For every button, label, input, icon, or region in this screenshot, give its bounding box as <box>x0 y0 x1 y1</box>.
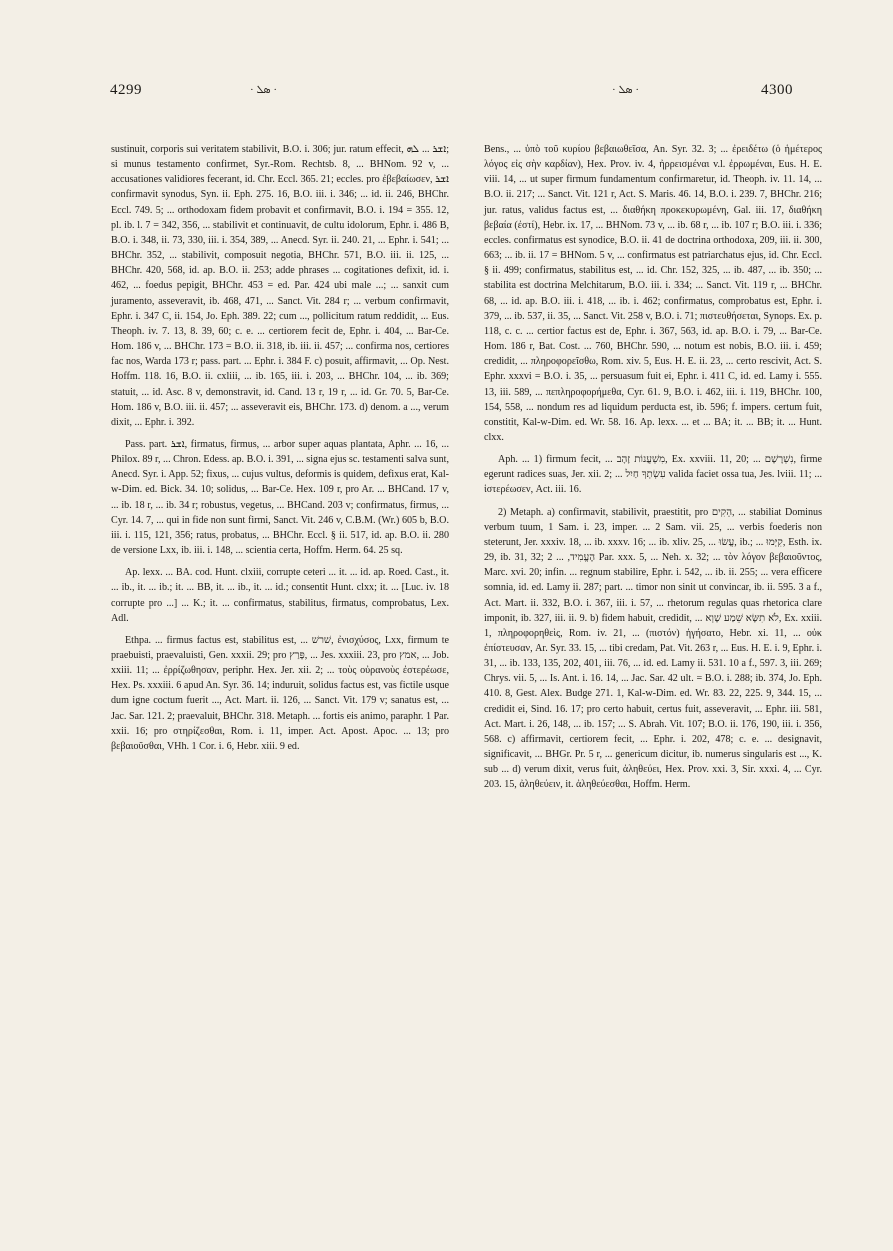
entry-paragraph: Pass. part. ܐܫܪ, firmatus, firmus, ... arbor super aquas plantata, Aphr. ... 16, ... Philox. 89 r, ... Chron. Edess. ap. B.O. i. 391, ... signa ejus sc. testamenti salva sunt, Anecd. Syr. i. App. 52; fixus, ... cujus vultus, deformis is quidem, defixus erat, Kal-w-Dim. ed. Bick. 34. 10; solidus, ... Bar-Ce. Hex. 109 r, pro Ar. ... BHCand. 17 v, ... ib. 18 r, ... ib. 34 r; robustus, vegetus, ... BHCand. 203 v; confirmatus, firmus, ... Cyr. 14. 7, ... qui in fide non sunt firmi, Sanct. Vit. 246 v, C.B.M. (Wr.) 605 b, B.O. iii. i. 115, 121, 356; ratus, probatus, ... BHChr. Eccl. § ii. 517, id. ap. B.O. ii. 280 de versione Lxx, ib. iii. i. 148, ... scientia certa, Hoffm. Herm. 64. 25 sq. <box>111 438 449 557</box>
page-header <box>0 82 893 112</box>
entry-paragraph: Ethpa. ... firmus factus est, stabilitus est, ... שׁרשׁ, ἐνισχύσος, Lxx, firmum te praebuisti, praevaluisti, Gen. xxxii. 29; pro פָּרַץ, ... Jes. xxxiii. 23, pro אמץ, ... Job. xxiii. 11; ... ἐρρίζωθησαν, periphr. Hex. Jer. xii. 2; ... τοὺς οὐρανοὺς ἐστερέωσε, Hex. Ps. xxxiii. 6 apud An. Syr. 36. 14; induruit, solidus factus est, vas fictile usque dum igne coctum fuerit ..., Act. Mart. ii. 126, ... Sanct. Vit. 179 v; sanatus est, ... Jac. Sar. 121. 2; praevaluit, BHChr. 318. Metaph. ... fortis eis animo, paraphr. 1 Par. xxii. 16; pro στηρίζεσθαι, Rom. i. 11, imper. Act. Apost. Apoc. ... 13; pro βεβαιοῦσθαι, VHh. 1 Cor. i. 6, Hebr. xiii. 9 ed. <box>111 634 450 752</box>
entry-paragraph: Bens., ... ὑπὸ τοῦ κυρίου βεβαιωθεῖσα, An. Syr. 32. 3; ... ἐρειδέτω (ὁ ἡμέτερος λόγος εἰς σὴν καρδίαν), Hex. Prov. iv. 4, ἠρρεισμέναι v.l. ἐρρωμέναι, Eus. H. E. viii. 14, ... ut super firmum fundamentum confirmaretur, id. Theoph. iv. 11. 14, ... B.O. ii. 217; ... Sanct. Vit. 121 r, Act. S. Maris. 46. 14, B.O. i. 239. 7, BHChr. 216; jur. ratus, validus factus est, ... διαθήκη προκεκυρωμένη, Gal. iii. 17, διαθήκη βεβαία (ἐστί), Hebr. ix. 17, ... BHNom. 73 v, ... ib. 68 r, ... ib. 107 r; B.O. iii. i. 336; eccles. confirmatus est synodice, B.O. ii. 41 de doctrina orthodoxa, 209, iii. ii. 300, 663; ... ib. ii. 17 = BHNom. 5 v, ... confirmatus est patriarchatus ejus, id. Chr. Eccl. § ii. 499; confirmatus, stabilitus est, ... id. Chr. 152, 325, ... ib. 487, ... ib. 350; ... stabilita est doctrina Melchitarum, B.O. iii. i. 334; ... Sanct. Vit. 119 r, ... BHChr. 68, ... id. ap. B.O. iii. i. 418, ... ib. i. 462; confirmatus, comprobatus est, Ephr. i. 379, ... ib. 537, ii. 35, ... Sanct. Vit. 258 v, B.O. i. 71; πιστευθήσεται, Synops. Ex. p. 118, c. c. ... certior factus est de, Ephr. i. 367, 563, id. ap. B.O. i. 79, ... Bar-Ce. Hom. 186 r, Bat. Cost. ... 760, BHChr. 590, ... notum est nobis, B.O. iii. i. 459; credidit, ... πληροφορεῖσθω, Rom. xiv. 5, Eus. H. E. ii. 23, ... certo rescivit, Act. S. Ephr. xxxvi = B.O. i. 35, ... persuasum fuit ei, Ephr. i. 411 C, id. ed. Lamy i. 555. 13, iii. 589, ... πεπληροφορήμεθα, Cyr. 61. 9, B.O. i. 462, iii. i. 119, BHChr. 100, 154, 558, ... nondum res ad liquidum perducta est, ib. 596; f. impers. certum fuit, constitit, Kal-w-Dim. ed. Wr. 58. 16. Ap. lexx. ... et ... BA; it. ... BB; it. ... Hunt. clxx. <box>484 144 822 443</box>
right-header-ornament: · ܣܠ · <box>612 84 640 96</box>
entry-paragraph: Aph. ... 1) firmum fecit, ... מִשְׁעֲנוֹת זָהָב, Ex. xxviii. 11, 20; ... נִשְׁרָשָׁם, firme egerunt radices suas, Jer. xii. 2; ... עִשְׂתְךָ חַיִל valida faciet ossa tua, Jes. lviii. 11; ... ἱστερέωσεν, Act. iii. 16. <box>484 454 822 496</box>
entry-paragraph: 2) Metaph. a) confirmavit, stabilivit, praestitit, pro הֵקִים, ... stabiliat Dominus verbum tuum, 1 Sam. i. 23, imper. ... 2 Sam. vii. 25, ... verbis foederis non steterunt, Jer. xxxiv. 18, ... ib. xxxv. 16; ... ib. xliv. 25, ... עֲשׂוּ, ib.; ... קִיְּמוּ, Esth. ix. 29, ib. 31, 32; הֶעֱמִיד, ... 2 Par. xxx. 5, ... Neh. x. 32; ... τὸν λόγον βεβαιοῦντος, Marc. xvi. 20; infin. ... regnum stabilire, Ephr. i. 542, ... ib. ii. 255; ... vera efficere somnia, id. ed. Lamy ii. 287; part. ... timor non sinit ut convincar, ib. ii. 595. 3 a f., Act. Mart. ii. 332, B.O. i. 367, iii. i. 57, ... rhetorum regulas quas rhetorica clare imponit, ib. 327, iii. ii. 9. b) fidem habuit, credidit, ... לֹא תִשָּׂא שֵׁמַע שָׁוְא, Ex. xxiii. 1, πληροφορηθεὶς, Rom. iv. 21, ... (πιστόν) ἡγήσατο, Hebr. xi. 11, ... οὐκ ἐπίστευσαν, Ar. Syr. 33. 15, ... tibi credam, Pat. Vit. 263 r, ... Eus. H. E. i. 9, Ephr. i. 31, ... ib. 133, 135, 202, 401, iii. 76, ... id. ed. Lamy ii. 531. 10 a f., 597. 3, iii. 269; Chrys. vii. 5, ... Is. Ant. i. 16. 14, ... Jac. Sar. 42 ult. = B.O. i. 288; ib. 374, Jo. Eph. 410. 8, Gest. Alex. Budge 271. 1, Kal-w-Dim. ed. Wr. 83. 22, 225. 9, 344. 15, ... credidit ei, Sind. 16. 17; pro certo habuit, certus fuit, asseveravit, ... Ephr. iii. 581, Act. Mart. i. 26, 148, ... ib. 157; ... S. Abrah. Vit. 107; B.O. ii. 176, 190, iii. i. 356, 568. c) affirmavit, certiorem fecit, ... Ephr. i. 202, 478; c. e. ... designavit, significavit, ... BHGr. Pr. 5 r, ... genericum dicitur, ib. numerus singularis est ..., K. sub ... d) verum dixit, verus fuit, ἀληθεύει, Hex. Prov. xxi. 3, Sir. xxxi. 4, ... Cyr. 203. 15, ἀληθεύειν, it. ἀληθεύεσθαι, Hoffm. Herm. <box>484 506 823 791</box>
left-header-ornament: · ܣܠ · <box>250 84 278 96</box>
entry-paragraph: Ap. lexx. ... BA. cod. Hunt. clxiii, corrupte ceteri ... it. ... id. ap. Roed. Cast., it. ... ib., it. ... ib.; it. ... BB, it. ... ib., it. ... id.; consentit Hunt. clxx; it. ... [Luc. iv. 18 corrupte pro ...] ... K.; it. ... confirmatus, stabilitus, firmatus, comprobatus, Lex. Adl. <box>111 567 449 624</box>
entry-paragraph: sustinuit, corporis sui veritatem stabilivit, B.O. i. 306; jur. ratum effecit, ܐܫܪ ... ܠܗ; si munus testamento confirmet, Syr.-Rom. Rechtsb. 8, ... BHNom. 92 v, ... accusationes validiores fecerant, id. Chr. Eccl. 365. 21; eccles. pro ἐβεβαίωσεν, ܐܫܪ confirmavit synodus, Syn. ii. Eph. 275. 16, B.O. iii. i. 346; ... id. ii. 246, BHChr. Eccl. 749. 5; ... orthodoxam fidem probavit et confirmavit, B.O. i. 194 = 355. 12, pl. ib. l. 7 = 342, 356, ... stabilivit et continuavit, de cultu idolorum, Ephr. i. 486 B, B.O. i. 348, ii. 73, 330, iii. i. 354, 389, ... Anecd. Syr. ii. 240. 21, ... Ephr. i. 541; ... BHChr. 352, ... stabilivit, composuit negotia, BHChr. 571, B.O. iii. ii. 125, ... BHChr. 420, 568, id. ap. B.O. ii. 253; adde phrases ... cogitationes defixit, id. i. 462, ... foedus pepigit, BHChr. 453 = ed. Par. 424 ubi male ...; ... sanxit cum juramento, asseveravit, ib. 468, 471, ... Sanct. Vit. 284 r; ... verbum confirmavit, Ephr. i. 347 C, ii. 154, Jo. Eph. 389. 22; cum ..., pollicitum ratum reddidit, ... Eus. Theoph. iv. 7. 13, 8. 39, 60; c. e. ... certiorem fecit de, Ephr. i. 404, ... Bar-Ce. Hom. 186 v, ... BHChr. 173 = B.O. ii. 318, ib. iii. ii. 457; ... confirma nos, certiores fac nos, Warda 173 r; pass. part. ... Ephr. i. 384 F. c) posuit, affirmavit, ... Op. Nest. Hoffm. 118. 16, B.O. ii. cxliii, ... ib. 165, iii. i. 203, ... BHChr. 104, ... ib. 369; statuit, ... id. Asc. 8 v, demonstravit, id. Cand. 13 r, 19 r, ... id. Gr. 70. 5, Bar-Ce. Hom. 186 v, B.O. iii. ii. 457; ... asseveravit eis, BHChr. 173. d) denom. a ..., verum dixit, ... Ephr. i. 392. <box>111 144 449 428</box>
left-page-number: 4299 <box>110 82 142 98</box>
right-column <box>484 142 822 793</box>
left-column <box>111 142 449 754</box>
right-page-number: 4300 <box>761 82 793 98</box>
